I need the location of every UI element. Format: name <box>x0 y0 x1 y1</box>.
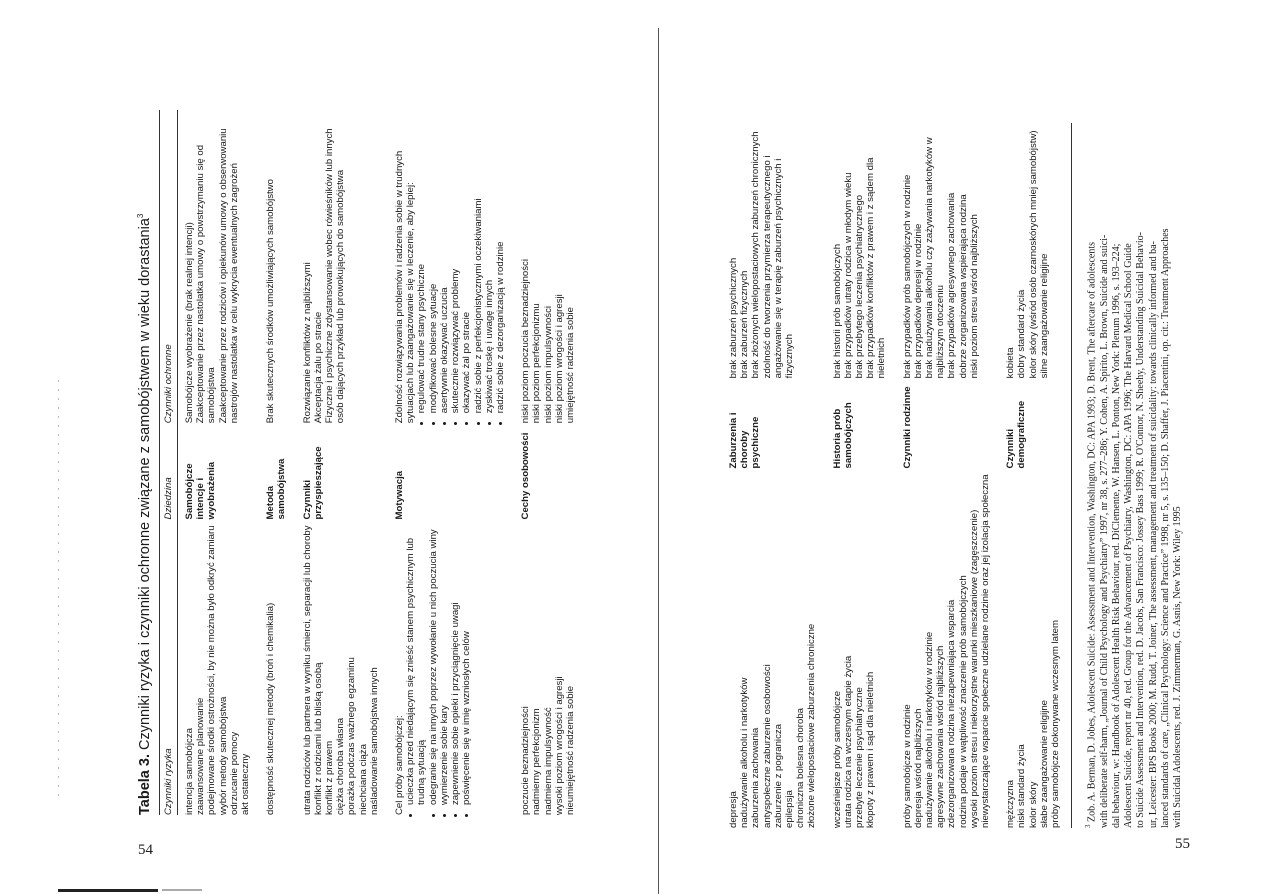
left-page <box>136 110 616 815</box>
table-row: wcześniejsze próby samobójcze utrata rodzica na wczesnym etapie życia przebyte leczenie psychiatryczne kłopoty z prawem i sąd dla nieletnich Historia prób samobójczych brak historii prób samobójczych brak przypadków utraty rodzica w młodym wieku brak przebytego leczenia psychiatrycznego brak przypadków konfliktów z prawem i z sądem dla nieletnich <box>826 123 896 828</box>
domain-label: Samobójcze intencje i wyobrażenia <box>184 461 218 520</box>
table-row: mężczyzna niski standard życia kolor skóry słabe zaangażowanie religijne próby samobójcze dokonywane wczesnym latem Czynniki demograficzne kobieta dobry standard życia kolor skóry (wśród osób czarnoskórych mniej samobójstw) silne zaangażowanie religijne <box>999 123 1069 828</box>
table-row: utrata rodziców lub partnera w wyniku śmierci, separacji lub choroby konflikt z rodzicami lub bliską osobą konflikt z prawem ciężka choroba własna porażka podczas ważnego egzaminu niechciana ciąża naśladowanie samobójstwa innych Czynniki przyspieszające Rozwiązanie konfliktów z najbliższymi Akceptacja żalu po stracie Fizyczne i psychiczne zdystansowanie wobec rówieśników lub innych osób dających przykład lub prowokujących do samobójstwa <box>296 110 388 815</box>
table-row: poczucie beznadziejności nadmierny perfekcjonizm nadmierna impulsywność wysoki poziom wrogości i agresji nieumiejętność radzenia sobie Cechy osobowości niski poziom poczucia beznadziejności niski poziom perfekcjonizmu niski poziom impulsywności niski poziom wrogości i agresji umiejętność radzenia sobie <box>514 110 584 815</box>
domain-label: Zaburzenia i choroby psychiczne <box>728 412 762 469</box>
table-row: dostępność skutecznej metody (broń i chemikalia) Metoda samobójstwa Brak skutecznych środków umożliwiających samobójstwo <box>259 110 295 815</box>
page-number-left: 54 <box>138 842 153 858</box>
domain-label: Czynniki rodzinne <box>901 386 913 469</box>
domain-label: Metoda samobójstwa <box>265 458 288 520</box>
table-row: intencja samobójcza zaawansowane planowanie podejmowane środki ostrożności, by nie można było odkryć zamiaru wybór metody samobójstwa odrzucanie pomocy akt ostateczny Samobójcze intencje i wyobrażenia Samobójcze wyobrażenie (brak realnej intencji) Zaakceptowanie przez nastolatka umowy o powstrzymaniu się od samobójstwa Zaakceptowanie przez rodziców i opiekunów umowy o obserwowaniu nastrojów nastolatka w celu wykrycia ewentualnych zagrożeń <box>178 110 260 815</box>
domain-label: Cechy osobowości <box>520 432 532 520</box>
domain-label: Historia prób samobójczych <box>831 402 854 469</box>
table-title: Tabela 3. Czynniki ryzyka i czynniki ochronne związane z samobójstwem w wieku dorastania$^3$ <box>136 213 153 815</box>
book-spine <box>658 28 659 894</box>
bullet-list: • ucieczka przed niedającym się znieść stanem psychicznym lub trudną sytuacją • odegranie się na innych poprzez wywołanie u nich poczucia winy • wymierzenie sobie kary • zapewnienie sobie opieki i przyciągnięcie uwagi • poświęcenie się w imię wzniosłych celów <box>405 525 472 815</box>
risk-table-part1 <box>159 110 584 815</box>
header-protective: Czynniki ochronne <box>159 110 177 423</box>
domain-label: Motywacja <box>394 470 406 520</box>
table-row: próby samobójcze w rodzinie depresja wśród najbliższych nadużywanie alkoholu i narkotyków w rodzinie agresywne zachowania wśród najbliższych zdezorganizowana rodzina niezapewniająca wsparcia rodzina podaje w wątpliwość znaczenie prób samobójczych wysoki poziom stresu i niekorzystne warunki mieszkaniowe (zagęszczenie) niewystarczające wsparcie społeczne udzielane rodzinie oraz jej izolacja społeczna Czynniki rodzinne brak przypadków prób samobójczych w rodzinie brak przypadków depresji w rodzinie brak nadużywania alkoholu czy zażywania narkotyków w najbliższym otoczeniu brak przypadków agresywnego zachowania dobrze zorganizowana wspierająca rodzina niski poziom stresu wśród najbliższych <box>896 123 1000 828</box>
footnote: $^3$ Zob. A. Berman, D. Jobes, Adolescent Suicide: Assessment and Intervention, Washington, DC: APA 1993; D. Brent, The aftercare of adolescents with deliberate self-harm, „Journal of Child Psychology and Psychiatry” 1997, nr 38, s. 277–286; Y. Cohen, A. Spirito, L. Brown, Suicide and suici- dal behaviour, w: Handbook of Adolescent Health Risk Behaviour, red. DiClemente, W. Hansen, L. Ponton, New York: Plenum 1996, s. 193–224; Adolescent Suicide, report nr 40, red. Group for the Advancement of Psychiatry, Washington, DC: APA 1996; The Harvard Medical School Guide to Suicide Assessment and Intervention, red. D. Jacobs, San Francisco: Jossey Bass 1999; R. O'Connor, N. Sheehy, Understanding Suicidal Behavio- ur, Leicester: BPS Books 2000; M. Rudd, T. Joiner, The assessment, management and treatment of suicidality: towards clinically informed and ba- lanced standards of care, „Clinical Psychology: Science and Practice” 1998, nr 5, s. 135–150; D. Shaffer, J. Piacentini, op. cit.: Treatment Approaches with Suicidal Adolescents, red. J. Zimmerman, G. Asnis, New York: Wiley 1995 <box>1084 228 1184 828</box>
risk-table-part2 <box>722 123 1069 828</box>
domain-label: Czynniki przyspieszające <box>301 446 324 520</box>
header-domain: Dziedzina <box>159 423 177 519</box>
header-risk: Czynniki ryzyka <box>159 519 177 815</box>
page-number-right: 55 <box>1175 836 1190 852</box>
table-row: Cel próby samobójczej: • ucieczka przed niedającym się znieść stanem psychicznym lub trudną sytuacją • odegranie się na innych poprzez wywołanie u nich poczucia winy • wymierzenie sobie kary • zapewnienie sobie opieki i przyciągnięcie uwagi • poświęcenie się w imię wzniosłych celów Motywacja Zdolność rozwiązywania problemów i radzenia sobie w trudnych sytuacjach lub zaangażowanie się w leczenie, aby lepiej: • regulować trudne stany psychiczne • modyfikować bolesne sytuacje • asertywnie okazywać uczucia • skutecznie rozwiązywać problemy • okazywać żal po stracie • radzić sobie z perfekcjonistycznymi oczekiwaniami • zyskiwać troskę i uwagę innych • radzić sobie z dezorganizacją w rodzinie <box>388 110 514 815</box>
table-bottom-rule <box>1071 123 1072 828</box>
scan-artifact-left-2 <box>162 889 202 891</box>
scan-dots <box>58 380 59 800</box>
right-page <box>722 108 1192 828</box>
bullet-list: • regulować trudne stany psychiczne • modyfikować bolesne sytuacje • asertywnie okazywać uczucia • skutecznie rozwiązywać problemy • okazywać żal po stracie • radzić sobie z perfekcjonistycznymi oczekiwaniami • zyskiwać troskę i uwagę innych • radzić sobie z dezorganizacją w rodzinie <box>416 116 506 423</box>
scan-artifact-left <box>58 889 158 892</box>
domain-label: Czynniki demograficzne <box>1005 400 1028 469</box>
table-row: depresja nadużywanie alkoholu i narkotyków zaburzenia zachowania antyspołeczne zaburzenie osobowości zaburzenie z pogranicza epilepsja chroniczna bolesna choroba złożone wielopostaciowe zaburzenia chroniczne Zaburzenia i choroby psychiczne brak zaburzeń psychicznych brak zaburzeń fizycznych brak złożonych wielopostaciowych zaburzeń chronicznych zdolność do tworzenia przymierza terapeutycznego i angażowanie się w terapię zaburzeń psychicznych i fizycznych <box>722 123 826 828</box>
